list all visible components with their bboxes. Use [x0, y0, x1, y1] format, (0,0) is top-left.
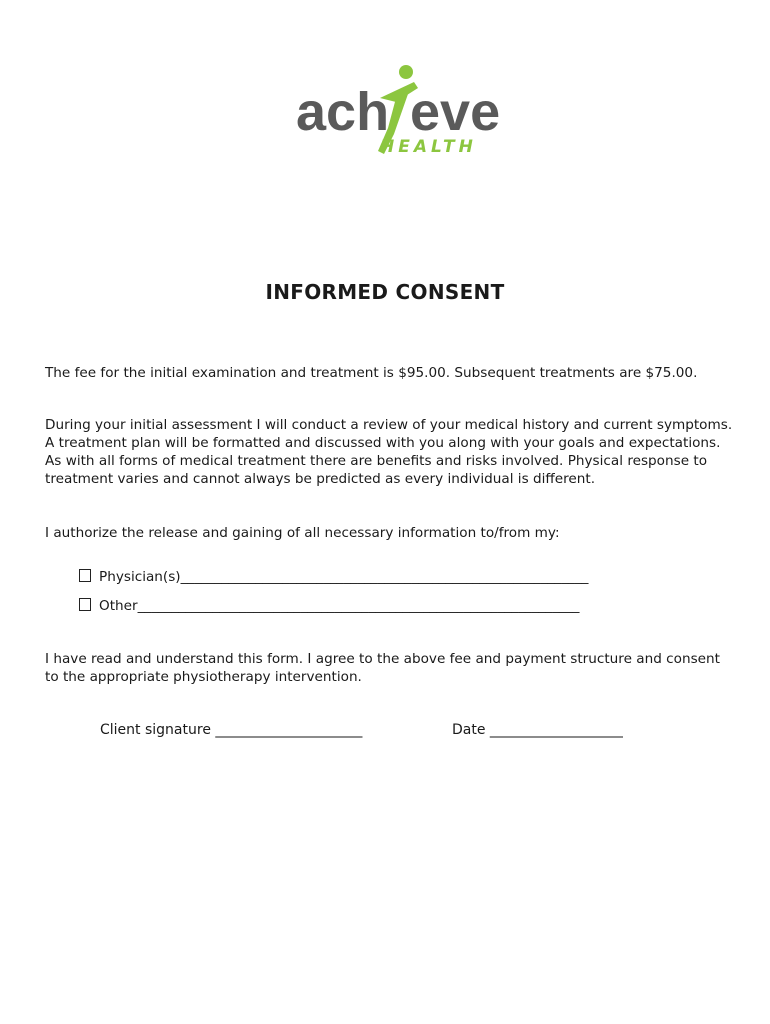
assessment-paragraph: During your initial assessment I will conduct a review of your medical history and current symptoms. A treatment plan will be formatted and discussed with you along with your goals and expectations. As with all forms of medical treatment there are benefits and risks involved. Physical response to treatment varies and cannot always be predicted as every individual is different. [45, 417, 733, 487]
agreement-paragraph: I have read and understand this form. I agree to the above fee and payment structure and consent to the appropriate physiotherapy intervention. [45, 651, 720, 685]
physician-label: Physician(s)____________________________________________________________ [99, 569, 589, 585]
physician-option [79, 568, 588, 586]
other-checkbox[interactable] [79, 598, 91, 611]
client-signature-field[interactable]: Client signature _____________________ [100, 722, 363, 738]
logo-wordmark-right: eve [410, 82, 501, 142]
achieve-health-logo [296, 64, 501, 160]
other-option [79, 597, 579, 615]
physician-checkbox[interactable] [79, 569, 91, 582]
document-title: INFORMED CONSENT [265, 280, 505, 304]
logo-graphic [296, 64, 501, 160]
date-field[interactable]: Date ___________________ [452, 722, 623, 738]
authorization-paragraph: I authorize the release and gaining of all necessary information to/from my: [45, 525, 560, 541]
fee-paragraph: The fee for the initial examination and treatment is $95.00. Subsequent treatments are $75.00. [45, 365, 698, 381]
logo-tagline: HEALTH [380, 137, 477, 157]
other-label: Other_________________________________________________________________ [99, 598, 580, 614]
logo-wordmark-left: ach [296, 82, 390, 142]
